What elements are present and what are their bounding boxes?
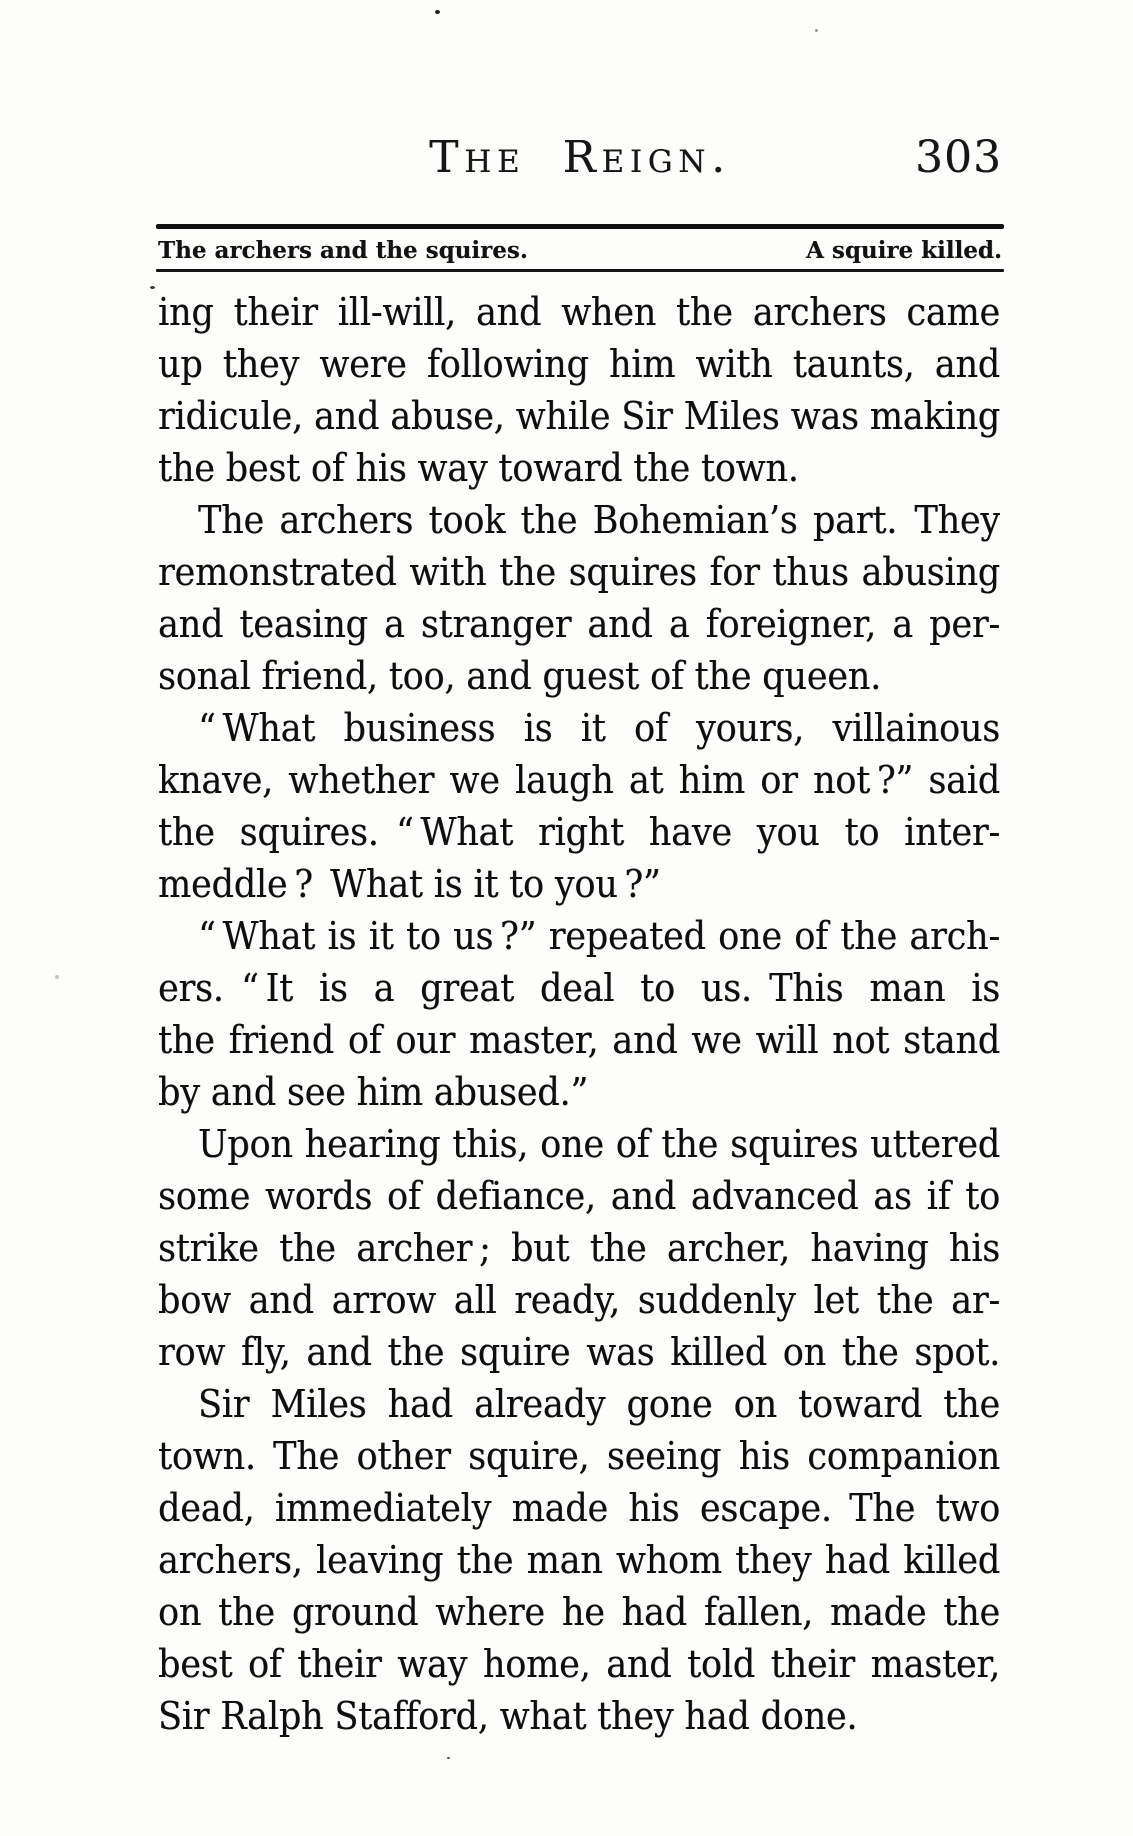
running-head-left: The archers and the squires.	[158, 237, 528, 264]
scan-speck	[55, 975, 59, 979]
text-line: meddle ? What is it to you ?”	[158, 863, 661, 907]
text-line: the friend of our master, and we will not stand	[158, 1019, 1000, 1063]
text-line: remonstrated with the squires for thus abusing	[158, 551, 1000, 595]
text-line: bow and arrow all ready, suddenly let the ar-	[158, 1279, 1000, 1323]
text-line: ing their ill-will, and when the archers came	[158, 291, 1000, 335]
text-line: the best of his way toward the town.	[158, 447, 799, 491]
text-line: dead, immediately made his escape. The two	[158, 1487, 1000, 1531]
text-line: sonal friend, too, and guest of the queen.	[158, 655, 881, 699]
text-line: by and see him abused.”	[158, 1071, 589, 1115]
text-line: Sir Miles had already gone on toward the	[198, 1383, 1000, 1427]
text-line: Sir Ralph Stafford, what they had done.	[158, 1695, 858, 1739]
scan-speck	[435, 10, 440, 14]
text-line: best of their way home, and told their master,	[158, 1643, 1000, 1687]
scan-speck	[150, 286, 155, 289]
page-number: 303	[915, 132, 1002, 183]
text-line: ers. “ It is a great deal to us. This man is	[158, 967, 1000, 1011]
text-line: town. The other squire, seeing his companion	[158, 1435, 1000, 1479]
text-line: up they were following him with taunts, and	[158, 343, 1000, 387]
text-line: on the ground where he had fallen, made the	[158, 1591, 1000, 1635]
header-rule-top	[156, 224, 1004, 229]
page-header	[158, 132, 1002, 188]
text-line: ridicule, and abuse, while Sir Miles was making	[158, 395, 1000, 439]
text-line: “ What business is it of yours, villainous	[198, 707, 1000, 751]
running-heads	[158, 234, 1002, 268]
text-line: Upon hearing this, one of the squires uttered	[198, 1123, 1000, 1167]
running-head-right: A squire killed.	[806, 237, 1002, 264]
text-line: “ What is it to us ?” repeated one of the arch-	[198, 915, 1000, 959]
text-line: strike the archer ; but the archer, having his	[158, 1227, 1000, 1271]
text-line: row fly, and the squire was killed on the spot.	[158, 1331, 1000, 1375]
page-body-text	[158, 287, 1000, 1743]
scan-speck	[815, 29, 818, 32]
text-line: some words of defiance, and advanced as if to	[158, 1175, 1000, 1219]
text-line: archers, leaving the man whom they had killed	[158, 1539, 1000, 1583]
running-title: The Reign.	[429, 132, 731, 183]
scan-speck	[447, 1757, 450, 1759]
header-rule-bottom	[156, 269, 1004, 272]
text-line: The archers took the Bohemian’s part. They	[198, 499, 1000, 543]
text-line: knave, whether we laugh at him or not ?” said	[158, 759, 1000, 803]
text-line: and teasing a stranger and a foreigner, a per-	[158, 603, 1000, 647]
text-line: the squires. “ What right have you to inter-	[158, 811, 1000, 855]
